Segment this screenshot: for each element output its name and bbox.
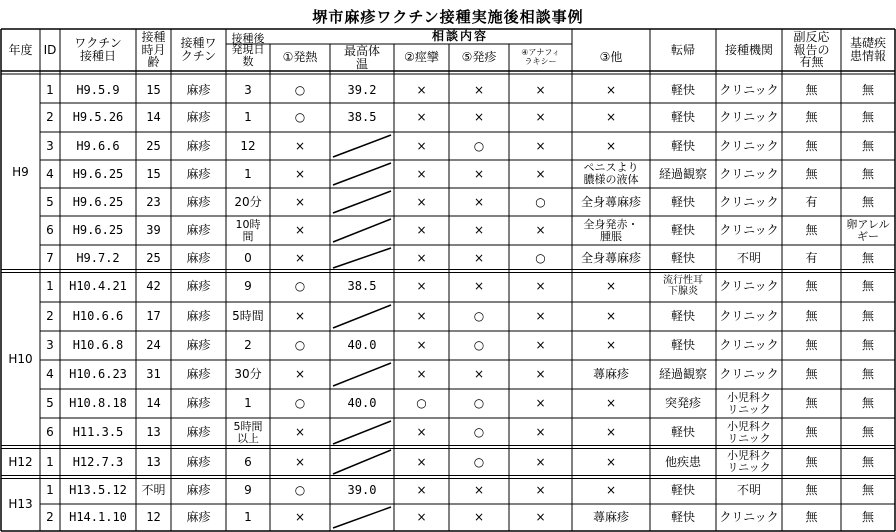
cell-rash: × bbox=[473, 367, 485, 382]
header-rash: ⑤発疹 bbox=[461, 50, 497, 65]
cell-report: 無 bbox=[805, 138, 818, 153]
cell-ana: ○ bbox=[535, 250, 546, 265]
cell-base: 無 bbox=[861, 454, 874, 469]
cell-report: 無 bbox=[805, 166, 818, 181]
cell-base: 無 bbox=[861, 425, 874, 440]
header-outcome: 転帰 bbox=[670, 42, 695, 57]
cell-id: 5 bbox=[46, 194, 54, 209]
cell-id: 6 bbox=[46, 425, 54, 440]
cell-clinic: 不明 bbox=[736, 483, 761, 498]
cell-temp: 40.0 bbox=[347, 396, 377, 411]
cell-clinic: クリニック bbox=[719, 510, 779, 525]
cell-other: × bbox=[605, 82, 617, 97]
cell-age: 25 bbox=[146, 250, 161, 265]
cell-base: 無 bbox=[861, 279, 874, 294]
cell-fever: ○ bbox=[294, 110, 306, 125]
cell-clinic: クリニック bbox=[719, 110, 779, 125]
cell-vaccine: 麻疹 bbox=[186, 425, 211, 440]
cell-age: 23 bbox=[146, 194, 161, 209]
cell-vaccine: 麻疹 bbox=[186, 338, 211, 353]
cell-temp: 39.2 bbox=[347, 82, 377, 97]
cell-temp: 38.5 bbox=[347, 279, 377, 294]
cell-rash: ○ bbox=[473, 396, 485, 411]
cell-ana: × bbox=[535, 338, 546, 353]
cell-rash: ○ bbox=[473, 454, 485, 469]
cell-id: 4 bbox=[46, 367, 54, 382]
cell-vaccine: 麻疹 bbox=[186, 483, 211, 498]
cell-temp bbox=[330, 133, 394, 159]
cell-clinic: クリニック bbox=[719, 279, 779, 294]
cell-other: 全身発赤・ 腫脹 bbox=[583, 217, 639, 243]
cell-conv: × bbox=[416, 338, 427, 353]
cell-conv: × bbox=[416, 82, 427, 97]
cell-outcome: 軽快 bbox=[670, 483, 695, 498]
cell-report: 無 bbox=[805, 223, 818, 238]
cell-date: H10.6.8 bbox=[72, 338, 124, 353]
cell-rash: × bbox=[473, 82, 485, 97]
cell-clinic: 小児科ク リニック bbox=[727, 449, 771, 474]
cell-other: 全身蕁麻疹 bbox=[580, 250, 641, 265]
cell-rash: ○ bbox=[473, 309, 485, 324]
cell-base: 無 bbox=[861, 396, 874, 411]
cell-date: H10.6.6 bbox=[72, 309, 124, 324]
cell-conv: × bbox=[416, 279, 427, 294]
cell-conv: × bbox=[416, 454, 427, 469]
cell-base: 無 bbox=[861, 194, 874, 209]
cell-other: × bbox=[605, 425, 617, 440]
cell-vaccine: 麻疹 bbox=[186, 279, 211, 294]
cell-onset: 0 bbox=[244, 250, 252, 265]
cell-date: H9.6.6 bbox=[76, 138, 120, 153]
cell-conv: × bbox=[416, 309, 427, 324]
cell-other: 蕁麻疹 bbox=[592, 367, 629, 382]
cell-outcome: 突発疹 bbox=[664, 396, 701, 411]
cell-fever: × bbox=[294, 309, 306, 324]
cell-rash: × bbox=[473, 483, 485, 498]
cell-clinic: クリニック bbox=[719, 367, 779, 382]
cell-rash: × bbox=[473, 194, 485, 209]
cell-report: 無 bbox=[805, 110, 818, 125]
header-convulsion: ②痙攣 bbox=[404, 50, 439, 65]
cell-report: 有 bbox=[805, 194, 818, 209]
cell-clinic: クリニック bbox=[719, 223, 779, 238]
cell-date: H11.3.5 bbox=[72, 425, 124, 440]
cell-ana: ○ bbox=[535, 194, 546, 209]
cell-report: 無 bbox=[805, 338, 818, 353]
cell-id: 5 bbox=[46, 396, 54, 411]
cell-vaccine: 麻疹 bbox=[186, 138, 211, 153]
cell-clinic: クリニック bbox=[719, 338, 779, 353]
cell-base: 無 bbox=[861, 250, 874, 265]
cell-base: 無 bbox=[861, 367, 874, 382]
cell-report: 無 bbox=[805, 454, 818, 469]
cell-base: 無 bbox=[861, 166, 874, 181]
cell-age: 42 bbox=[146, 279, 161, 294]
cell-vaccine: 麻疹 bbox=[186, 309, 211, 324]
cell-vaccine: 麻疹 bbox=[186, 250, 211, 265]
header-consult-content: 相談内容 bbox=[431, 29, 488, 44]
cell-ana: × bbox=[535, 510, 546, 525]
cell-date: H9.6.25 bbox=[72, 166, 124, 181]
cell-temp: 39.0 bbox=[347, 483, 377, 498]
cell-age: 39 bbox=[146, 223, 161, 238]
cell-date: H9.6.25 bbox=[72, 194, 124, 209]
cell-report: 無 bbox=[805, 367, 818, 382]
cell-date: H12.7.3 bbox=[72, 454, 124, 469]
cell-age: 12 bbox=[146, 510, 161, 525]
cell-age: 13 bbox=[146, 454, 161, 469]
cell-conv: × bbox=[416, 425, 427, 440]
cell-date: H13.5.12 bbox=[69, 483, 127, 498]
cell-vaccine: 麻疹 bbox=[186, 223, 211, 238]
cell-vaccine: 麻疹 bbox=[186, 110, 211, 125]
cell-ana: × bbox=[535, 483, 546, 498]
header-id: ID bbox=[43, 42, 57, 57]
cell-fever: × bbox=[294, 223, 306, 238]
cell-id: 3 bbox=[46, 338, 54, 353]
year-cell: H13 bbox=[8, 496, 33, 511]
cell-date: H9.5.9 bbox=[76, 82, 120, 97]
cell-other: × bbox=[605, 279, 617, 294]
cell-temp bbox=[330, 246, 394, 270]
cell-date: H9.7.2 bbox=[76, 250, 120, 265]
cell-rash: ○ bbox=[473, 338, 485, 353]
cell-id: 7 bbox=[46, 250, 54, 265]
cell-onset: 10時 間 bbox=[235, 217, 261, 243]
cell-rash: × bbox=[473, 510, 485, 525]
header-year: 年度 bbox=[8, 42, 33, 57]
cell-date: H10.8.18 bbox=[69, 396, 127, 411]
cell-fever: × bbox=[294, 425, 306, 440]
cell-temp bbox=[330, 189, 394, 215]
cell-date: H9.6.25 bbox=[72, 223, 124, 238]
cell-temp bbox=[330, 505, 394, 530]
cell-fever: ○ bbox=[294, 82, 306, 97]
cell-ana: × bbox=[535, 166, 546, 181]
cell-clinic: クリニック bbox=[719, 138, 779, 153]
cell-conv: × bbox=[416, 110, 427, 125]
cell-report: 無 bbox=[805, 82, 818, 97]
cell-conv: × bbox=[416, 166, 427, 181]
year-cell: H9 bbox=[12, 165, 29, 180]
cell-id: 6 bbox=[46, 223, 54, 238]
cell-id: 1 bbox=[46, 82, 54, 97]
cell-fever: × bbox=[294, 454, 306, 469]
cell-outcome: 軽快 bbox=[670, 425, 695, 440]
cell-base: 卵アレル ギー bbox=[846, 217, 890, 243]
cell-id: 1 bbox=[46, 454, 54, 469]
cell-rash: × bbox=[473, 166, 485, 181]
cell-other: × bbox=[605, 138, 617, 153]
cell-vaccine: 麻疹 bbox=[186, 396, 211, 411]
cell-ana: × bbox=[535, 396, 546, 411]
cell-onset: 1 bbox=[244, 510, 252, 525]
cell-onset: 2 bbox=[244, 338, 252, 353]
cell-fever: × bbox=[294, 194, 306, 209]
cell-outcome: 軽快 bbox=[670, 194, 695, 209]
cell-outcome: 他疾患 bbox=[664, 454, 701, 469]
header-clinic: 接種機関 bbox=[724, 42, 773, 57]
cell-ana: × bbox=[535, 279, 546, 294]
cell-conv: × bbox=[416, 194, 427, 209]
cell-temp bbox=[330, 161, 394, 187]
cell-age: 15 bbox=[146, 82, 161, 97]
cell-temp bbox=[330, 303, 394, 330]
cell-ana: × bbox=[535, 309, 546, 324]
cell-conv: × bbox=[416, 223, 427, 238]
cell-onset: 1 bbox=[244, 110, 252, 125]
year-cell: H12 bbox=[8, 454, 33, 469]
header-max-temp: 最高体 温 bbox=[343, 44, 380, 71]
cell-rash: × bbox=[473, 250, 485, 265]
cell-conv: ○ bbox=[416, 396, 427, 411]
cell-age: 31 bbox=[146, 367, 161, 382]
cell-other: × bbox=[605, 483, 617, 498]
cell-vaccine: 麻疹 bbox=[186, 82, 211, 97]
cell-onset: 5時間 bbox=[232, 309, 264, 324]
cell-rash: ○ bbox=[473, 138, 485, 153]
cell-date: H10.6.23 bbox=[69, 367, 127, 382]
cell-fever: × bbox=[294, 166, 306, 181]
cell-conv: × bbox=[416, 367, 427, 382]
cell-outcome: 軽快 bbox=[670, 82, 695, 97]
cell-onset: 30分 bbox=[234, 367, 262, 382]
header-base-disease: 基礎疾 患情報 bbox=[849, 36, 886, 63]
cell-age: 17 bbox=[146, 309, 161, 324]
cell-ana: × bbox=[535, 223, 546, 238]
cell-onset: 12 bbox=[240, 138, 256, 153]
cell-temp bbox=[330, 217, 394, 244]
cell-fever: ○ bbox=[294, 483, 306, 498]
cell-base: 無 bbox=[861, 110, 874, 125]
cell-outcome: 軽快 bbox=[670, 510, 695, 525]
cell-outcome: 経過観察 bbox=[658, 367, 707, 382]
header-age-months: 接種 時月 齢 bbox=[141, 30, 166, 70]
cell-report: 有 bbox=[805, 250, 818, 265]
cell-conv: × bbox=[416, 510, 427, 525]
cell-rash: × bbox=[473, 110, 485, 125]
cell-temp bbox=[330, 419, 394, 446]
cell-age: 不明 bbox=[141, 483, 166, 498]
cell-id: 2 bbox=[46, 309, 54, 324]
cell-id: 1 bbox=[46, 483, 54, 498]
cell-base: 無 bbox=[861, 483, 874, 498]
cell-clinic: クリニック bbox=[719, 82, 779, 97]
header-vaccination-date: ワクチン 接種日 bbox=[74, 36, 122, 63]
cell-date: H9.5.26 bbox=[72, 110, 124, 125]
page-title: 堺市麻疹ワクチン接種実施後相談事例 bbox=[312, 8, 584, 26]
cell-temp bbox=[330, 361, 394, 388]
cell-clinic: クリニック bbox=[719, 309, 779, 324]
cell-id: 1 bbox=[46, 279, 54, 294]
cell-age: 14 bbox=[146, 396, 161, 411]
cell-vaccine: 麻疹 bbox=[186, 166, 211, 181]
cell-id: 4 bbox=[46, 166, 54, 181]
cell-clinic: 小児科ク リニック bbox=[727, 390, 771, 416]
cell-vaccine: 麻疹 bbox=[186, 454, 211, 469]
cell-date: H10.4.21 bbox=[69, 279, 127, 294]
cell-rash: × bbox=[473, 279, 485, 294]
header-vaccine: 接種ワ クチン bbox=[180, 36, 217, 63]
cell-onset: 20分 bbox=[234, 194, 262, 209]
cell-date: H14.1.10 bbox=[69, 510, 127, 525]
cell-clinic: クリニック bbox=[719, 166, 779, 181]
cell-clinic: 小児科ク リニック bbox=[727, 419, 771, 445]
cell-outcome: 軽快 bbox=[670, 223, 695, 238]
cell-fever: × bbox=[294, 138, 306, 153]
cell-fever: × bbox=[294, 250, 306, 265]
header-fever: ①発熱 bbox=[282, 50, 318, 65]
header-other: ③他 bbox=[599, 50, 623, 65]
cell-id: 2 bbox=[46, 510, 54, 525]
cell-fever: ○ bbox=[294, 396, 306, 411]
cell-rash: × bbox=[473, 223, 485, 238]
cell-outcome: 軽快 bbox=[670, 309, 695, 324]
cell-outcome: 経過観察 bbox=[658, 166, 707, 181]
cell-outcome: 軽快 bbox=[670, 338, 695, 353]
cell-conv: × bbox=[416, 483, 427, 498]
year-cell: H10 bbox=[8, 351, 33, 366]
cell-onset: 1 bbox=[244, 396, 252, 411]
cell-age: 25 bbox=[146, 138, 161, 153]
cell-onset: 6 bbox=[244, 454, 252, 469]
cell-base: 無 bbox=[861, 309, 874, 324]
cell-base: 無 bbox=[861, 338, 874, 353]
cell-age: 15 bbox=[146, 166, 161, 181]
cell-ana: × bbox=[535, 110, 546, 125]
cell-id: 3 bbox=[46, 138, 54, 153]
cell-onset: 9 bbox=[244, 279, 252, 294]
cell-ana: × bbox=[535, 82, 546, 97]
cell-outcome: 軽快 bbox=[670, 250, 695, 265]
cell-onset: 3 bbox=[244, 82, 252, 97]
cell-other: × bbox=[605, 396, 617, 411]
header-onset-days: 接種後 発現日 数 bbox=[231, 31, 265, 68]
cell-conv: × bbox=[416, 138, 427, 153]
cell-onset: 9 bbox=[244, 483, 252, 498]
cell-fever: ○ bbox=[294, 279, 306, 294]
cell-other: × bbox=[605, 338, 617, 353]
cell-base: 無 bbox=[861, 510, 874, 525]
cell-ana: × bbox=[535, 138, 546, 153]
cell-ana: × bbox=[535, 425, 546, 440]
cell-onset: 5時間 以上 bbox=[233, 419, 263, 445]
cell-report: 無 bbox=[805, 309, 818, 324]
cell-vaccine: 麻疹 bbox=[186, 194, 211, 209]
cell-base: 無 bbox=[861, 82, 874, 97]
cell-rash: ○ bbox=[473, 425, 485, 440]
cell-vaccine: 麻疹 bbox=[186, 367, 211, 382]
cell-other: × bbox=[605, 454, 617, 469]
cell-temp: 38.5 bbox=[347, 110, 377, 125]
cell-ana: × bbox=[535, 367, 546, 382]
cell-report: 無 bbox=[805, 425, 818, 440]
cell-fever: × bbox=[294, 510, 306, 525]
cell-fever: × bbox=[294, 367, 306, 382]
cell-clinic: 不明 bbox=[736, 250, 761, 265]
cell-other: 全身蕁麻疹 bbox=[580, 194, 641, 209]
cell-other: × bbox=[605, 309, 617, 324]
cell-ana: × bbox=[535, 454, 546, 469]
cell-report: 無 bbox=[805, 396, 818, 411]
header-anaphylaxis: ④アナフィ ラキシー bbox=[521, 48, 560, 66]
cell-other: 蕁麻疹 bbox=[592, 510, 629, 525]
cell-outcome: 流行性耳 下腺炎 bbox=[663, 275, 703, 297]
header-report: 副反応 報告の 有無 bbox=[793, 30, 830, 70]
cell-report: 無 bbox=[805, 279, 818, 294]
cell-outcome: 軽快 bbox=[670, 110, 695, 125]
cell-id: 2 bbox=[46, 110, 54, 125]
cell-base: 無 bbox=[861, 138, 874, 153]
cell-age: 14 bbox=[146, 110, 161, 125]
cell-report: 無 bbox=[805, 483, 818, 498]
cell-temp bbox=[330, 448, 394, 476]
cell-conv: × bbox=[416, 250, 427, 265]
cell-clinic: クリニック bbox=[719, 194, 779, 209]
cell-report: 無 bbox=[805, 510, 818, 525]
cell-fever: ○ bbox=[294, 338, 306, 353]
cell-onset: 1 bbox=[244, 166, 252, 181]
cell-age: 13 bbox=[146, 425, 161, 440]
cell-vaccine: 麻疹 bbox=[186, 510, 211, 525]
cell-other: ペニスより 膿様の液体 bbox=[583, 161, 639, 186]
cell-outcome: 軽快 bbox=[670, 138, 695, 153]
cell-age: 24 bbox=[146, 338, 161, 353]
cell-other: × bbox=[605, 110, 617, 125]
cell-temp: 40.0 bbox=[347, 338, 377, 353]
